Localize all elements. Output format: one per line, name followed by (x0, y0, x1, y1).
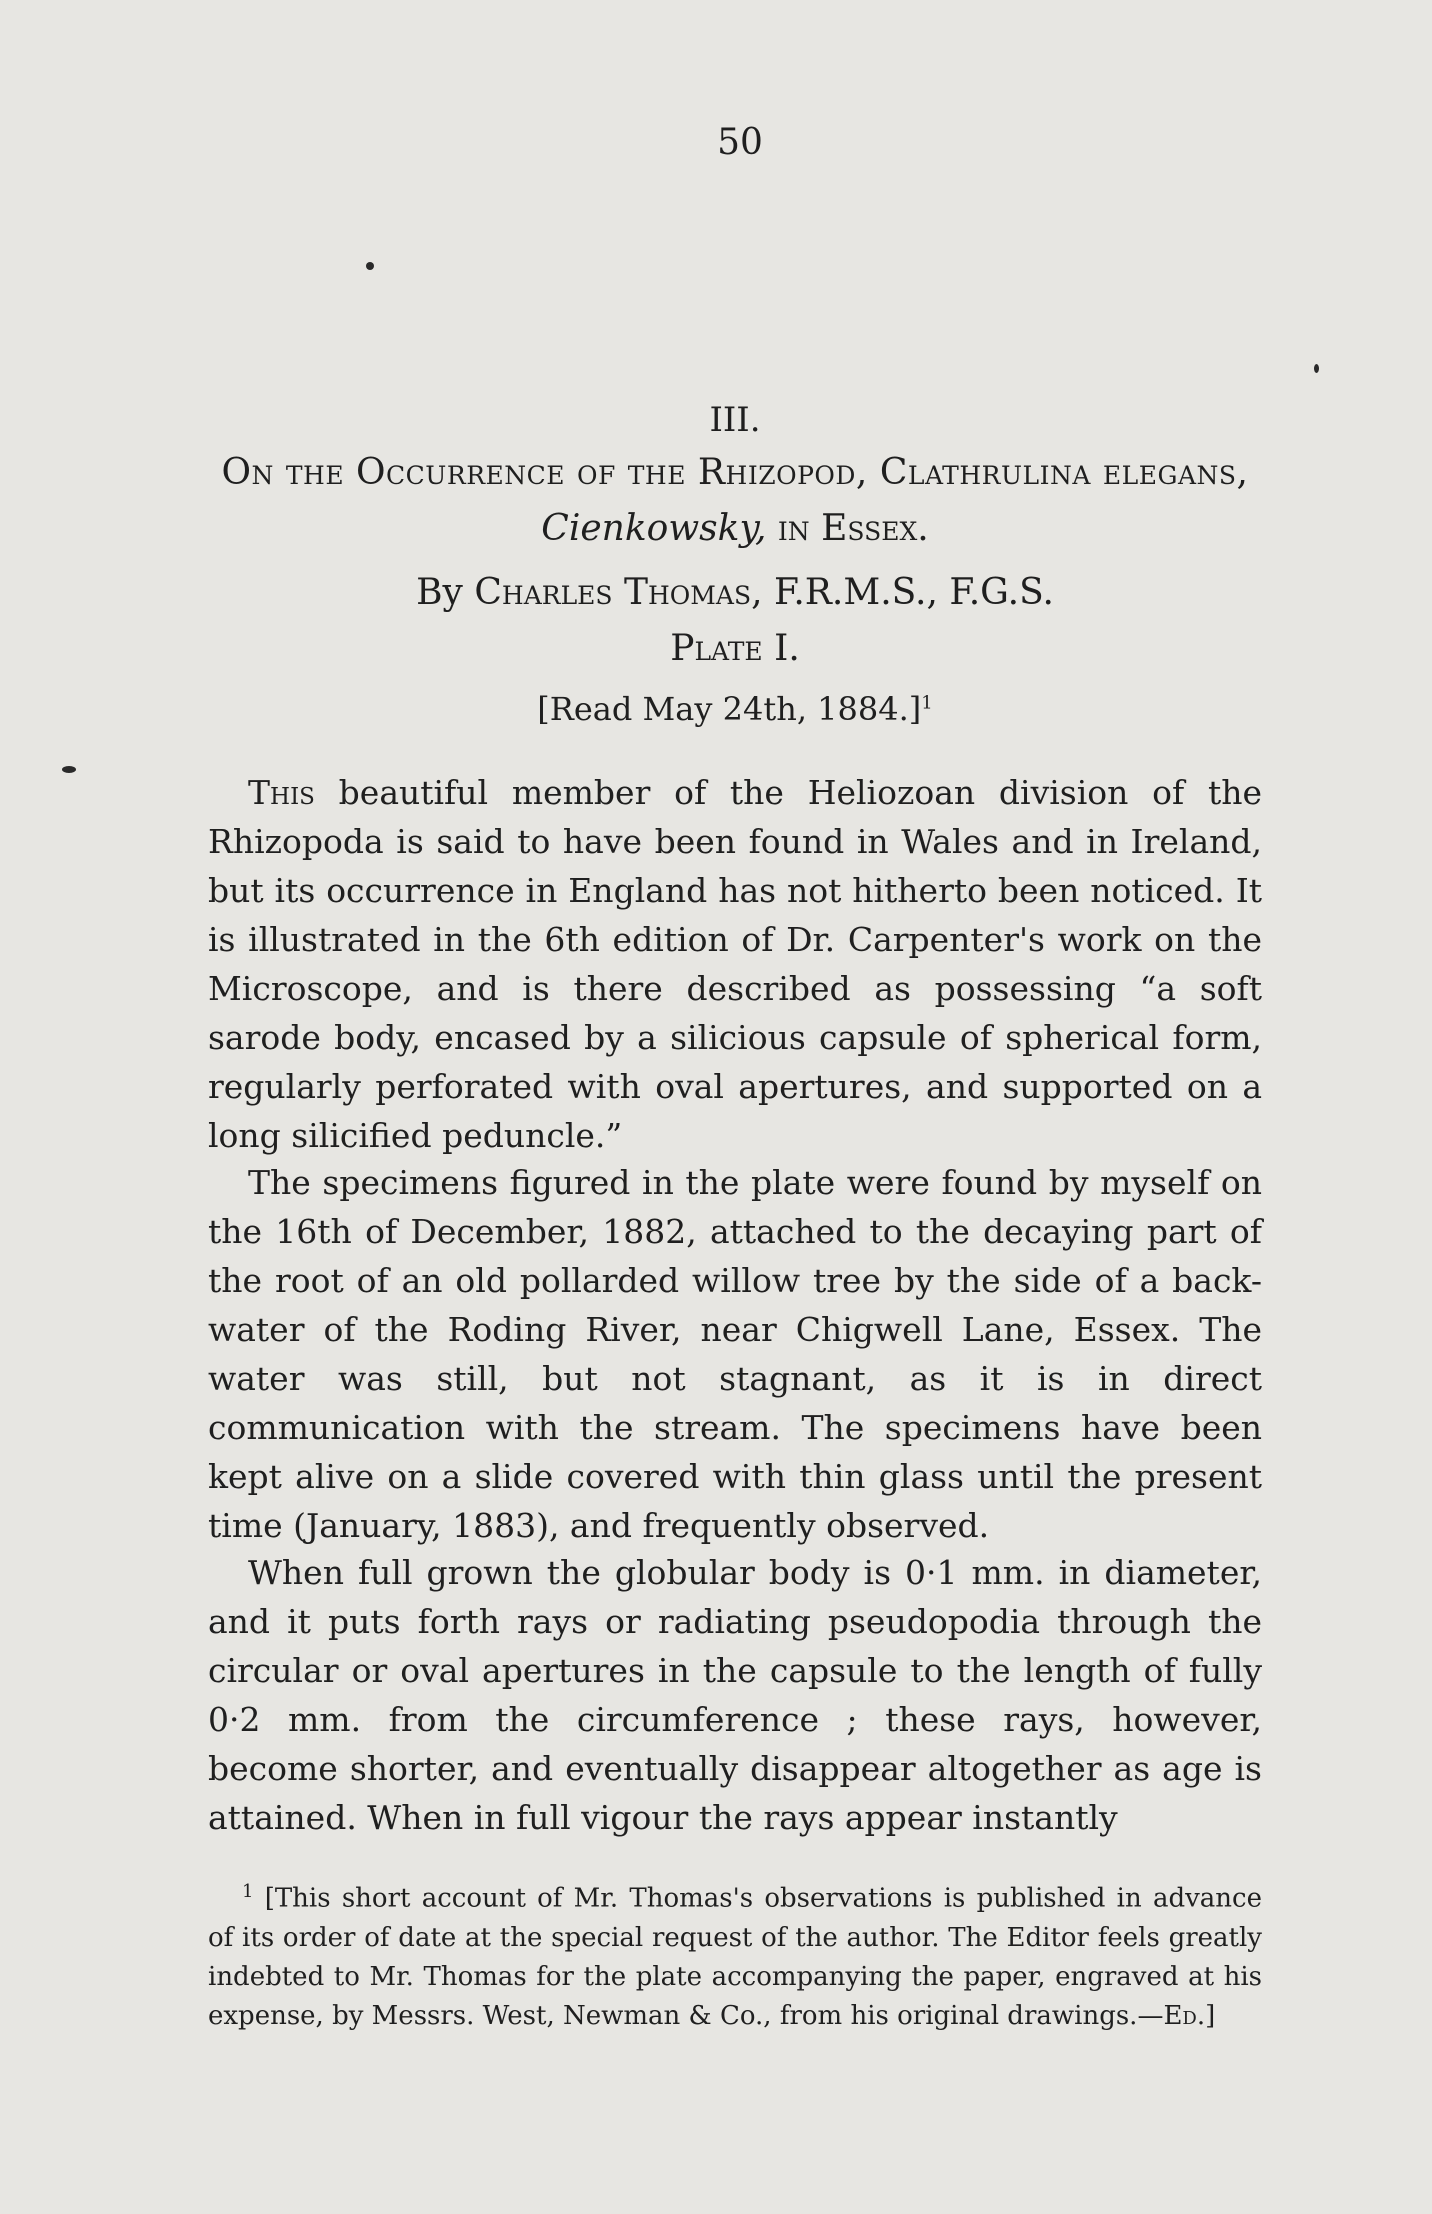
title-species: Clathrulina elegans, (879, 452, 1249, 493)
title-authority: Cienkowsky, (541, 508, 767, 549)
paragraph-2: The specimens figured in the plate were found by myself on the 16th of December, 1882, attached to the decaying part of the root of an old pollarded willow tree by the side of a back-water of the Roding River, near Chigwell Lane, Essex. The water was still, but not stagnant, as it is in direct communication with the stream. The specimens have been kept alive on a slide covered with thin glass until the present time (January, 1883), and frequently observed. (208, 1163, 1262, 1545)
ink-speck (1314, 364, 1319, 373)
paragraph-1-text: beautiful member of the Heliozoan division of the Rhizopoda is said to have been found in Wales and in Ireland, but its occurrence in England has not hitherto been noticed. It is illustrated in the 6th edition of Dr. Carpenter's work on the Microscope, and is there described as possessing “a soft sarode body, encased by a silicious capsule of spherical form, regularly perforated with oval apertures, and supported on a long silicified peduncle.” (208, 773, 1262, 1155)
title-in: in (777, 508, 810, 549)
byline-by: By (416, 572, 463, 613)
footnote (208, 1872, 1262, 2036)
author-name: Charles Thomas, F.R.M.S., F.G.S. (474, 572, 1054, 613)
footnote-close: ] (1205, 2000, 1216, 2031)
article-title (208, 452, 1262, 493)
footnote-signature: Ed. (1163, 2000, 1206, 2031)
title-prefix: On the Occurrence of the Rhizopod, (221, 452, 868, 493)
ink-speck (62, 766, 76, 773)
footnote-marker: 1 (242, 1881, 254, 1902)
ink-speck (366, 262, 374, 270)
section-number: III. (709, 400, 761, 440)
paragraph-1-lead: This (248, 773, 315, 812)
read-date (208, 690, 1262, 728)
footnote-reference: 1 (921, 692, 933, 714)
article-title-continued (208, 508, 1262, 549)
page-number: 50 (717, 122, 763, 163)
footnote-text: [This short account of Mr. Thomas's observations is published in advance of its order of date at the special request of the author. The Editor feels greatly indebted to Mr. Thomas for the plate accompanying the paper, engraved at his expense, by Messrs. West, Newman & Co., from his original drawings.— (208, 1883, 1262, 2031)
read-date-text: [Read May 24th, 1884.] (537, 690, 922, 728)
title-place: Essex. (821, 508, 929, 549)
paragraph-3: When full grown the globular body is 0·1 mm. in diameter, and it puts forth rays or radiating pseudopodia through the circular or oval apertures in the capsule to the length of fully 0·2 mm. from the circumference ; these rays, however, become shorter, and eventually disappear altogether as age is attained. When in full vigour the rays appear instantly (208, 1553, 1262, 1837)
plate-label: Plate I. (670, 628, 800, 669)
byline (208, 572, 1262, 613)
paragraph-1 (208, 768, 1262, 1160)
